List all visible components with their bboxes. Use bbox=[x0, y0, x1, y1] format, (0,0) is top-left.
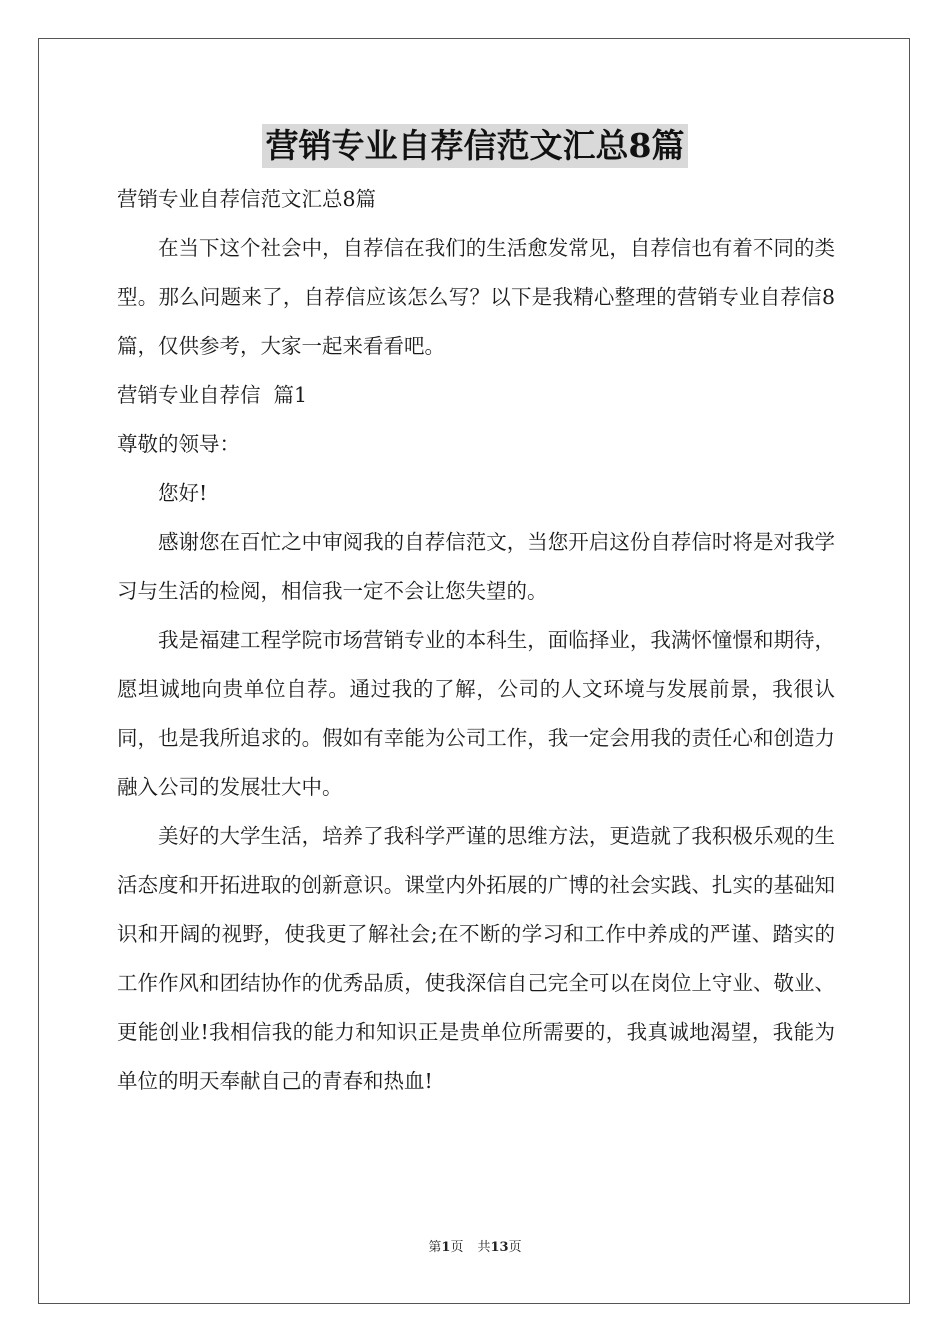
paragraph: 感谢您在百忙之中审阅我的自荐信范文，当您开启这份自荐信时将是对我学习与生活的检阅，相信我一定不会让您失望的。 bbox=[117, 530, 835, 603]
total-pages: 13 bbox=[490, 1240, 509, 1255]
page-prefix: 第 bbox=[428, 1240, 442, 1255]
document-subtitle: 营销专业自荐信范文汇总8篇 bbox=[117, 187, 377, 211]
total-prefix: 共 bbox=[477, 1240, 491, 1255]
total-suffix: 页 bbox=[508, 1240, 522, 1255]
title-container bbox=[0, 124, 950, 168]
document-title: 营销专业自荐信范文汇总8篇 bbox=[262, 124, 689, 168]
paragraph: 美好的大学生活，培养了我科学严谨的思维方法，更造就了我积极乐观的生活态度和开拓进取的创新意识。课堂内外拓展的广博的社会实践、扎实的基础知识和开阔的视野，使我更了解社会;在不断的学习和工作中养成的严谨、踏实的工作作风和团结协作的优秀品质，使我深信自己完全可以在岗位上守业、敬业、更能创业!我相信我的能力和知识正是贵单位所需要的，我真诚地渴望，我能为单位的明天奉献自己的青春和热血! bbox=[117, 824, 835, 1093]
document-body bbox=[117, 175, 835, 1106]
greeting: 您好! bbox=[158, 481, 208, 505]
section-heading: 营销专业自荐信 篇1 bbox=[117, 383, 308, 407]
page-footer bbox=[0, 1239, 950, 1257]
page-suffix: 页 bbox=[450, 1240, 464, 1255]
paragraph: 我是福建工程学院市场营销专业的本科生，面临择业，我满怀憧憬和期待，愿坦诚地向贵单位自荐。通过我的了解，公司的人文环境与发展前景，我很认同，也是我所追求的。假如有幸能为公司工作，我一定会用我的责任心和创造力融入公司的发展壮大中。 bbox=[117, 628, 835, 799]
paragraph-intro: 在当下这个社会中，自荐信在我们的生活愈发常见，自荐信也有着不同的类型。那么问题来了，自荐信应该怎么写？以下是我精心整理的营销专业自荐信8篇，仅供参考，大家一起来看看吧。 bbox=[117, 236, 835, 358]
salutation: 尊敬的领导： bbox=[117, 432, 240, 456]
page-number: 1 bbox=[441, 1240, 451, 1255]
